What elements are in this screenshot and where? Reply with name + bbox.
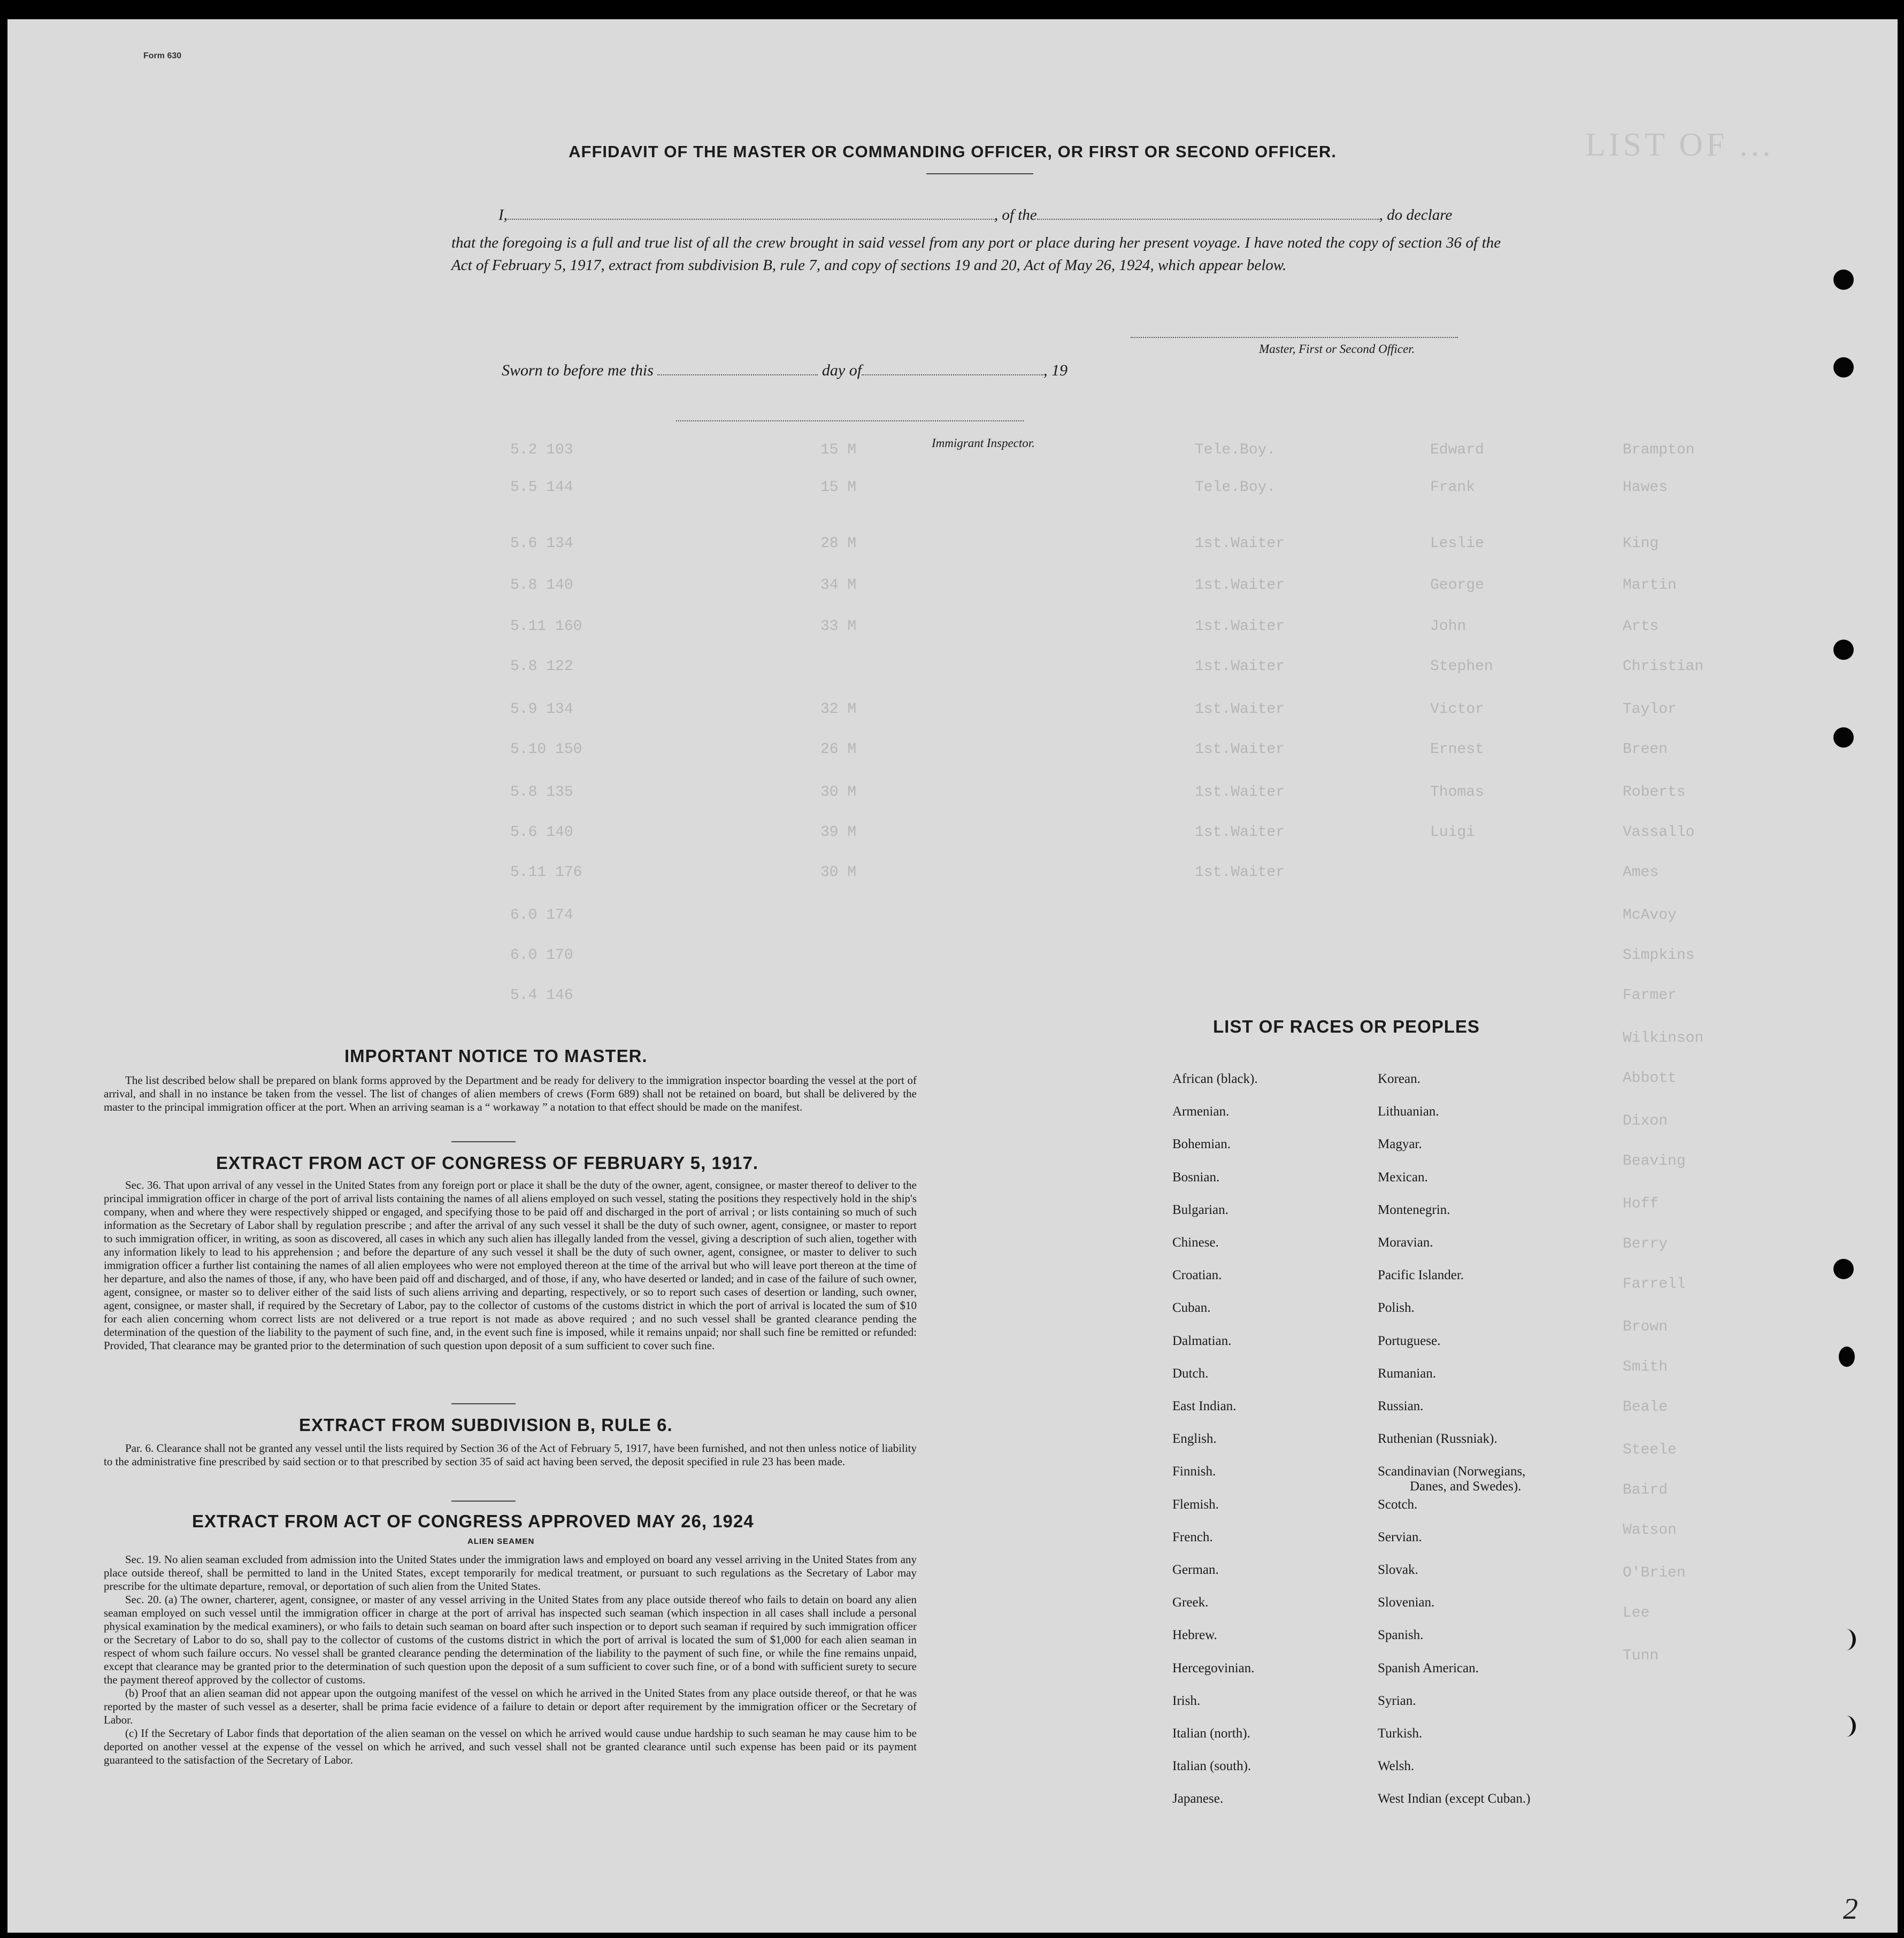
- race-item: African (black).: [1172, 1072, 1258, 1086]
- sworn-line: [502, 362, 1068, 380]
- rule-6-rule: [451, 1501, 516, 1502]
- punch-hole: [1833, 640, 1854, 660]
- punch-hole: [1833, 357, 1854, 378]
- form-number: Form 630: [143, 51, 182, 60]
- race-item: Mexican.: [1378, 1170, 1428, 1185]
- race-item: East Indian.: [1172, 1399, 1237, 1413]
- sworn-prefix: Sworn to before me this: [502, 362, 654, 379]
- race-item: West Indian (except Cuban.): [1378, 1791, 1531, 1806]
- race-item: Korean.: [1378, 1072, 1421, 1086]
- race-item: Turkish.: [1378, 1726, 1423, 1741]
- section-20a-paragraph: Sec. 20. (a) The owner, charterer, agent, consignee, or master of any vessel arriving in the United States from any place outside thereof who fails to detain on board any alien seaman employed on such vessel until the immigration officer in charge at the port of arrival has inspected such seaman (which inspection in all cases shall include a personal physical examination by the medical examiners), or who fails to detain such seaman on board after such inspection or to deport such seaman if required by such immigration officer or the Secretary of Labor to do so, shall pay to the collector of customs of the customs district in which the port of arrival is located the sum of $1,000 for each alien seaman in respect of whom such failure occurs. No vessel shall be granted clearance pending the determination of the liability to the payment of such fine, or while the fine remains unpaid, except that clearance may be granted prior to the determination of such question upon the deposit of a sum sufficient to cover such fine, or of a bond with sufficient surety to secure the payment thereof approved by the collector of customs.: [104, 1593, 917, 1686]
- race-item: Finnish.: [1172, 1464, 1216, 1479]
- title-rule: [926, 173, 1033, 174]
- extract-1917-title: EXTRACT FROM ACT OF CONGRESS OF FEBRUARY 5, 1917.: [216, 1153, 759, 1173]
- vessel-name-blank: [1037, 219, 1379, 220]
- race-item: Pacific Islander.: [1378, 1268, 1464, 1283]
- race-item: Ruthenian (Russniak).: [1378, 1432, 1498, 1447]
- race-item: Italian (south).: [1172, 1759, 1252, 1774]
- extract-1917-body: [104, 1179, 917, 1352]
- inspector-caption: Immigrant Inspector.: [932, 436, 1035, 450]
- race-item: Bulgarian.: [1172, 1202, 1229, 1217]
- race-item: Russian.: [1378, 1399, 1424, 1413]
- race-item: Irish.: [1172, 1693, 1201, 1708]
- declarant-prefix: I,: [498, 206, 508, 224]
- notice-body: [104, 1074, 917, 1114]
- rule-6-body: [104, 1442, 917, 1468]
- race-item: German.: [1172, 1563, 1219, 1577]
- race-item: Danes, and Swedes).: [1410, 1479, 1522, 1494]
- race-item: Hebrew.: [1172, 1628, 1217, 1643]
- sworn-year: , 19: [1043, 362, 1068, 379]
- extract-1917-rule: [451, 1403, 516, 1404]
- race-item: Montenegrin.: [1378, 1202, 1450, 1217]
- race-item: Bosnian.: [1172, 1170, 1220, 1185]
- race-item: Portuguese.: [1378, 1333, 1441, 1348]
- of-the-text: , of the: [994, 206, 1037, 224]
- officer-signature-caption: Master, First or Second Officer.: [1259, 342, 1415, 356]
- section-36-paragraph: Sec. 36. That upon arrival of any vessel in the United States from any foreign port or place it shall be the duty of the owner, agent, consignee, or master thereof to deliver to the principal immigration officer in charge of the port of arrival lists containing the names of all aliens employed on such vessel, stating the positions they respectively hold in the ship's company, when and where they were respectively shipped or engaged, and specifying those to be paid off and discharged in the port of arrival ; or lists containing so much of such information as the Secretary of Labor shall by regulation prescribe ; and after the arrival of any such vessel it shall be the duty of such owner, agent, consignee, or master to report to such immigration officer, in writing, as soon as discovered, all cases in which any such alien has illegally landed from the vessel, giving a description of such alien, together with any information likely to lead to his apprehension ; and before the departure of any such vessel it shall be the duty of such owner, agent, consignee, or master to deliver to such immigration officer a further list containing the names of all alien employees who were not employed thereon at the time of the arrival but who will leave port thereon at the time of her departure, and also the names of those, if any, who have been paid off and discharged, and of those, if any, who have deserted or landed; and in case of the failure of such owner, agent, consignee, or master so to deliver either of the said lists of such aliens arriving and departing, respectively, or so to report such cases of desertion or landing, such owner, agent, consignee, or master shall, if required by the Secretary of Labor, pay to the collector of customs of the customs district in which the port of arrival is located the sum of $10 for each alien concerning whom correct lists are not delivered or a true report is not made as above required ; and no such vessel shall be granted clearance pending the determination of the question of the liability to the payment of such fine, and, in the event such fine is imposed, while it remains unpaid; nor shall such fine be remitted or refunded: Provided, That clearance may be granted prior to the determination of such question upon deposit of a sum sufficient to cover such fine.: [104, 1179, 917, 1352]
- race-item: English.: [1172, 1432, 1217, 1447]
- race-item: Dutch.: [1172, 1366, 1209, 1381]
- section-20b-paragraph: (b) Proof that an alien seaman did not appear upon the outgoing manifest of the vessel on which he arrived in the United States from any place outside thereof, or that he was reported by the master of such vessel as a deserter, shall be prima facie evidence of a failure to detain or deport after requirement by the immigration officer or the Secretary of Labor.: [104, 1687, 917, 1726]
- race-item: Scandinavian (Norwegians,: [1378, 1464, 1526, 1479]
- punch-hole: [1839, 1347, 1855, 1367]
- affidavit-body: that the foregoing is a full and true list of all the crew brought in said vessel from any port or place during her present voyage. I have noted the copy of section 36 of the Act of February 5, 1917, extract from subdivision B, rule 7, and copy of sections 19 and 20, Act of May 26, 1924, which appear below.: [451, 234, 1501, 274]
- race-item: Moravian.: [1378, 1235, 1433, 1250]
- officer-signature-line: [1131, 337, 1458, 338]
- punch-hole-partial: [1837, 1629, 1856, 1650]
- punch-hole: [1833, 727, 1854, 748]
- race-item: Croatian.: [1172, 1268, 1222, 1283]
- alien-seamen-subtitle: ALIEN SEAMEN: [467, 1537, 535, 1546]
- punch-hole: [1833, 270, 1854, 290]
- section-19-paragraph: Sec. 19. No alien seaman excluded from admission into the United States under the immigration laws and employed on board any vessel arriving in the United States from any place outside thereof, shall be permitted to land in the United States, except temporarily for medical treatment, or pursuant to such regulations as the Secretary of Labor may prescribe for the ultimate departure, removal, or deportation of such alien from the United States.: [104, 1553, 917, 1593]
- race-item: Armenian.: [1172, 1104, 1230, 1119]
- race-item: Rumanian.: [1378, 1366, 1437, 1381]
- document-page: LIST OF ... 5.2 103 5.5 144 5.6 134 5.8 140 5.11 160 5.8 122 5.9 134 5.10 150 5.8 135 5.6 140 5.11 176 6.0 174 6.0 170 5.4 146 15 M 15 M 28 M 34 M 33 M 32 M 26 M 30 M 39 M 30 M Tele.Boy. Tele.Boy. 1st.Waiter 1st.Waiter 1st.Waiter 1st.Waiter 1st.Waiter 1st.Waiter 1st.Waiter 1st.Waiter 1st.Waiter Edward Frank Leslie George John Stephen Victor Ernest Thomas Luigi Brampton Hawes King Martin Arts Christian Taylor Breen Roberts Vassallo Ames McAvoy Simpkins Farmer Wilkinson Abbott Dixon Beaving Hoff Berry Farrell Brown Smith Beale Steele Baird Watson O'Brien Lee Tunn Form 630 AFFIDAVIT OF THE MASTER OR COMMANDING OFFICER, OR FIRST OR SECOND OFFICER. I, , of the , do declare that the foregoing is a full and true list of all the crew brought in said vessel from any port or place during her present voyage. I have noted the copy of section 36 of the Act of February 5, 1917, extract from subdivision B, rule 7, and copy of sections 19 and 20, Act of May 26, 1924, which appear below. Master, First or Second Officer. Sworn to before me this day of , 19 Immigrant Inspector. IMPORTANT NOTICE TO MASTER. The list described below shall be prepared on blank forms approved by the Department and be ready for delivery to the immigration inspector boarding the vessel at the port of arrival, and shall in no instance be taken from the vessel. The list of changes of alien members of crews (Form 689) shall not be retained on board, but shall be delivered by the master to the principal immigration officer at the port. When an arriving seaman is a “ workaway ” a notation to that effect should be made on the manifest. EXTRACT FROM ACT OF CONGRESS OF FEBRUARY 5, 1917. Sec. 36. That upon arrival of any vessel in the United States from any foreign port or place it shall be the duty of the owner, agent, consignee, or master thereof to deliver to the principal immigration officer in charge of the port of arrival lists containing the names of all aliens employed on such vessel, stating the positions they respectively hold in the ship's company, when and where they were respectively shipped or engaged, and specifying those to be paid off and discharged in the port of arrival ; or lists containing so much of such information as the Secretary of Labor shall by regulation prescribe ; and after the arrival of any such vessel it shall be the duty of such owner, agent, consignee, or master to report to such immigration officer, in writing, as soon as discovered, all cases in which any such alien has illegally landed from the vessel, giving a description of such alien, together with any information likely to lead to his apprehension ; and before the departure of any such vessel it shall be the duty of such owner, agent, consignee, or master to deliver to such immigration officer a further list containing the names of all alien employees who were not employed thereon at the time of the arrival but who will leave port thereon at the time of her departure, and also the names of those, if any, who have been paid off and discharged, and of those, if any, who have deserted or landed; and in case of the failure of such owner, agent, consignee, or master so to deliver either of the said lists of such aliens arriving and departing, respectively, or so to report such cases of desertion or landing, such owner, agent, consignee, or master shall, if required by the Secretary of Labor, pay to the collector of customs of the customs district in which the port of arrival is located the sum of $10 for each alien concerning whom correct lists are not delivered or a true report is not made as above required ; and no such vessel shall be granted clearance pending the determination of the question of the liability to the payment of such fine, and, in the event such fine is imposed, while it remains unpaid; nor shall such fine be remitted or refunded: Provided, That clearance may be granted prior to the determination of such question upon deposit of a sum sufficient to cover such fine. EXTRACT FROM SUBDIVISION B, RULE 6. Par. 6. Clearance shall not be granted any vessel until the lists required by Section 36 of the Act of February 5, 1917, have been furnished, and not then unless notice of liability to the administrative fine prescribed by said section or to that prescribed by section 35 of said act having been served, the deposit specified in rule 23 has been made. EXTRACT FROM ACT OF CONGRESS APPROVED MAY 26, 1924 ALIEN SEAMEN Sec. 19. No alien seaman excluded from admission into the United States under the immigration laws and employed on board any vessel arriving in the United States from any place outside thereof, shall be permitted to land in the United States, except temporarily for medical treatment, or pursuant to such regulations as the Secretary of Labor may prescribe for the ultimate departure, removal, or deportation of such alien from the United States. Sec. 20. (a) The owner, charterer, agent, consignee, or master of any vessel arriving in the United States from any place outside thereof who fails to detain on board any alien seaman employed on such vessel until the immigration officer in charge at the port of arrival has inspected such seaman (which inspection in all cases shall include a personal physical examination by the medical examiners), or who fails to detain such seaman on board after such inspection or to deport such seaman if required by such immigration officer or the Secretary of Labor to do so, shall pay to the collector of customs of the customs district in which the port of arrival is located the sum of $1,000 for each alien seaman in respect of whom such failure occurs. No vessel shall be granted clearance pending the determination of the liability to the payment of such fine, or while the fine remains unpaid, except that clearance may be granted prior to the determination of such question upon the deposit of a sum sufficient to cover such fine, or of a bond with sufficient surety to secure the payment thereof approved by the collector of customs. (b) Proof that an alien seaman did not appear upon the outgoing manifest of the vessel on which he arrived in the United States from any place outside thereof, or that he was reported by the master of such vessel as a deserter, shall be prima facie evidence of a failure to detain or deport after requirement by the immigration officer or the Secretary of Labor. (c) If the Secretary of Labor finds that deportation of the alien seaman on the vessel on which he arrived would cause undue hardship to such seaman he may cause him to be deported on another vessel at the expense of the vessel on which he arrived, and such vessel shall not be granted clearance until such expense has been paid or its payment guaranteed to the satisfaction of the Secretary of Labor. LIST OF RACES OR PEOPLES African (black). Armenian. Bohemian. Bosnian. Bulgarian. Chinese. Croatian. Cuban. Dalmatian. Dutch. East Indian. English. Finnish. Flemish. French. German. Greek. Hebrew. Hercegovinian. Irish. Italian (north). Italian (south). Japanese. Korean. Lithuanian. Magyar. Mexican. Montenegrin. Moravian. Pacific Islander. Polish. Portuguese. Rumanian. Russian. Ruthenian (Russniak). Scandinavian (Norwegians, Danes, and Swedes). Scotch. Servian. Slovak. Slovenian. Spanish. Spanish American. Syrian. Turkish. Welsh. West Indian (except Cuban.) 2: [7, 19, 1898, 1933]
- race-item: Italian (north).: [1172, 1726, 1250, 1741]
- extract-1924-title: EXTRACT FROM ACT OF CONGRESS APPROVED MAY 26, 1924: [192, 1511, 754, 1531]
- inspector-signature-line: [676, 420, 1024, 421]
- race-item: Syrian.: [1378, 1693, 1416, 1708]
- race-item: Japanese.: [1172, 1791, 1224, 1806]
- race-item: French.: [1172, 1529, 1213, 1544]
- notice-title: IMPORTANT NOTICE TO MASTER.: [344, 1046, 648, 1066]
- races-title: LIST OF RACES OR PEOPLES: [1213, 1017, 1480, 1036]
- sworn-day-blank: [657, 374, 818, 375]
- page-mark: 2: [1843, 1893, 1858, 1926]
- declarant-name-blank: [508, 219, 994, 220]
- notice-paragraph: The list described below shall be prepared on blank forms approved by the Department and be ready for delivery to the immigration inspector boarding the vessel at the port of arrival, and shall in no instance be taken from the vessel. The list of changes of alien members of crews (Form 689) shall not be retained on board, but shall be delivered by the master to the principal immigration officer at the port. When an arriving seaman is a “ workaway ” a notation to that effect should be made on the manifest.: [104, 1074, 917, 1113]
- race-item: Polish.: [1378, 1301, 1415, 1316]
- race-item: Spanish.: [1378, 1628, 1424, 1643]
- notice-rule: [451, 1141, 516, 1142]
- race-item: Scotch.: [1378, 1497, 1418, 1512]
- race-item: Bohemian.: [1172, 1137, 1231, 1152]
- race-item: Lithuanian.: [1378, 1104, 1439, 1119]
- rule-6-title: EXTRACT FROM SUBDIVISION B, RULE 6.: [299, 1415, 673, 1435]
- race-item: Spanish American.: [1378, 1660, 1479, 1675]
- declaration-line: [498, 206, 1452, 224]
- race-item: Flemish.: [1172, 1497, 1219, 1512]
- extract-1924-body: [104, 1553, 917, 1767]
- race-item: Servian.: [1378, 1529, 1422, 1544]
- race-item: Magyar.: [1378, 1137, 1422, 1152]
- race-item: Welsh.: [1378, 1759, 1415, 1774]
- race-item: Greek.: [1172, 1595, 1209, 1610]
- race-item: Chinese.: [1172, 1235, 1219, 1250]
- sworn-month-blank: [862, 374, 1043, 375]
- punch-hole-partial: [1837, 1716, 1856, 1737]
- punch-hole: [1833, 1259, 1854, 1279]
- affidavit-title: AFFIDAVIT OF THE MASTER OR COMMANDING OFFICER, OR FIRST OR SECOND OFFICER.: [569, 142, 1337, 161]
- race-item: Slovak.: [1378, 1563, 1418, 1577]
- race-item: Hercegovinian.: [1172, 1660, 1255, 1675]
- race-item: Cuban.: [1172, 1301, 1211, 1316]
- race-item: Slovenian.: [1378, 1595, 1435, 1610]
- race-item: Dalmatian.: [1172, 1333, 1232, 1348]
- sworn-day-of: day of: [822, 362, 862, 379]
- section-20c-paragraph: (c) If the Secretary of Labor finds that deportation of the alien seaman on the vessel on which he arrived would cause undue hardship to such seaman he may cause him to be deported on another vessel at the expense of the vessel on which he arrived, and such vessel shall not be granted clearance until such expense has been paid or its payment guaranteed to the satisfaction of the Secretary of Labor.: [104, 1727, 917, 1766]
- rule-6-paragraph: Par. 6. Clearance shall not be granted any vessel until the lists required by Section 36 of the Act of February 5, 1917, have been furnished, and not then unless notice of liability to the administrative fine prescribed by said section or to that prescribed by section 35 of said act having been served, the deposit specified in rule 23 has been made.: [104, 1442, 917, 1468]
- declare-text: , do declare: [1379, 206, 1453, 224]
